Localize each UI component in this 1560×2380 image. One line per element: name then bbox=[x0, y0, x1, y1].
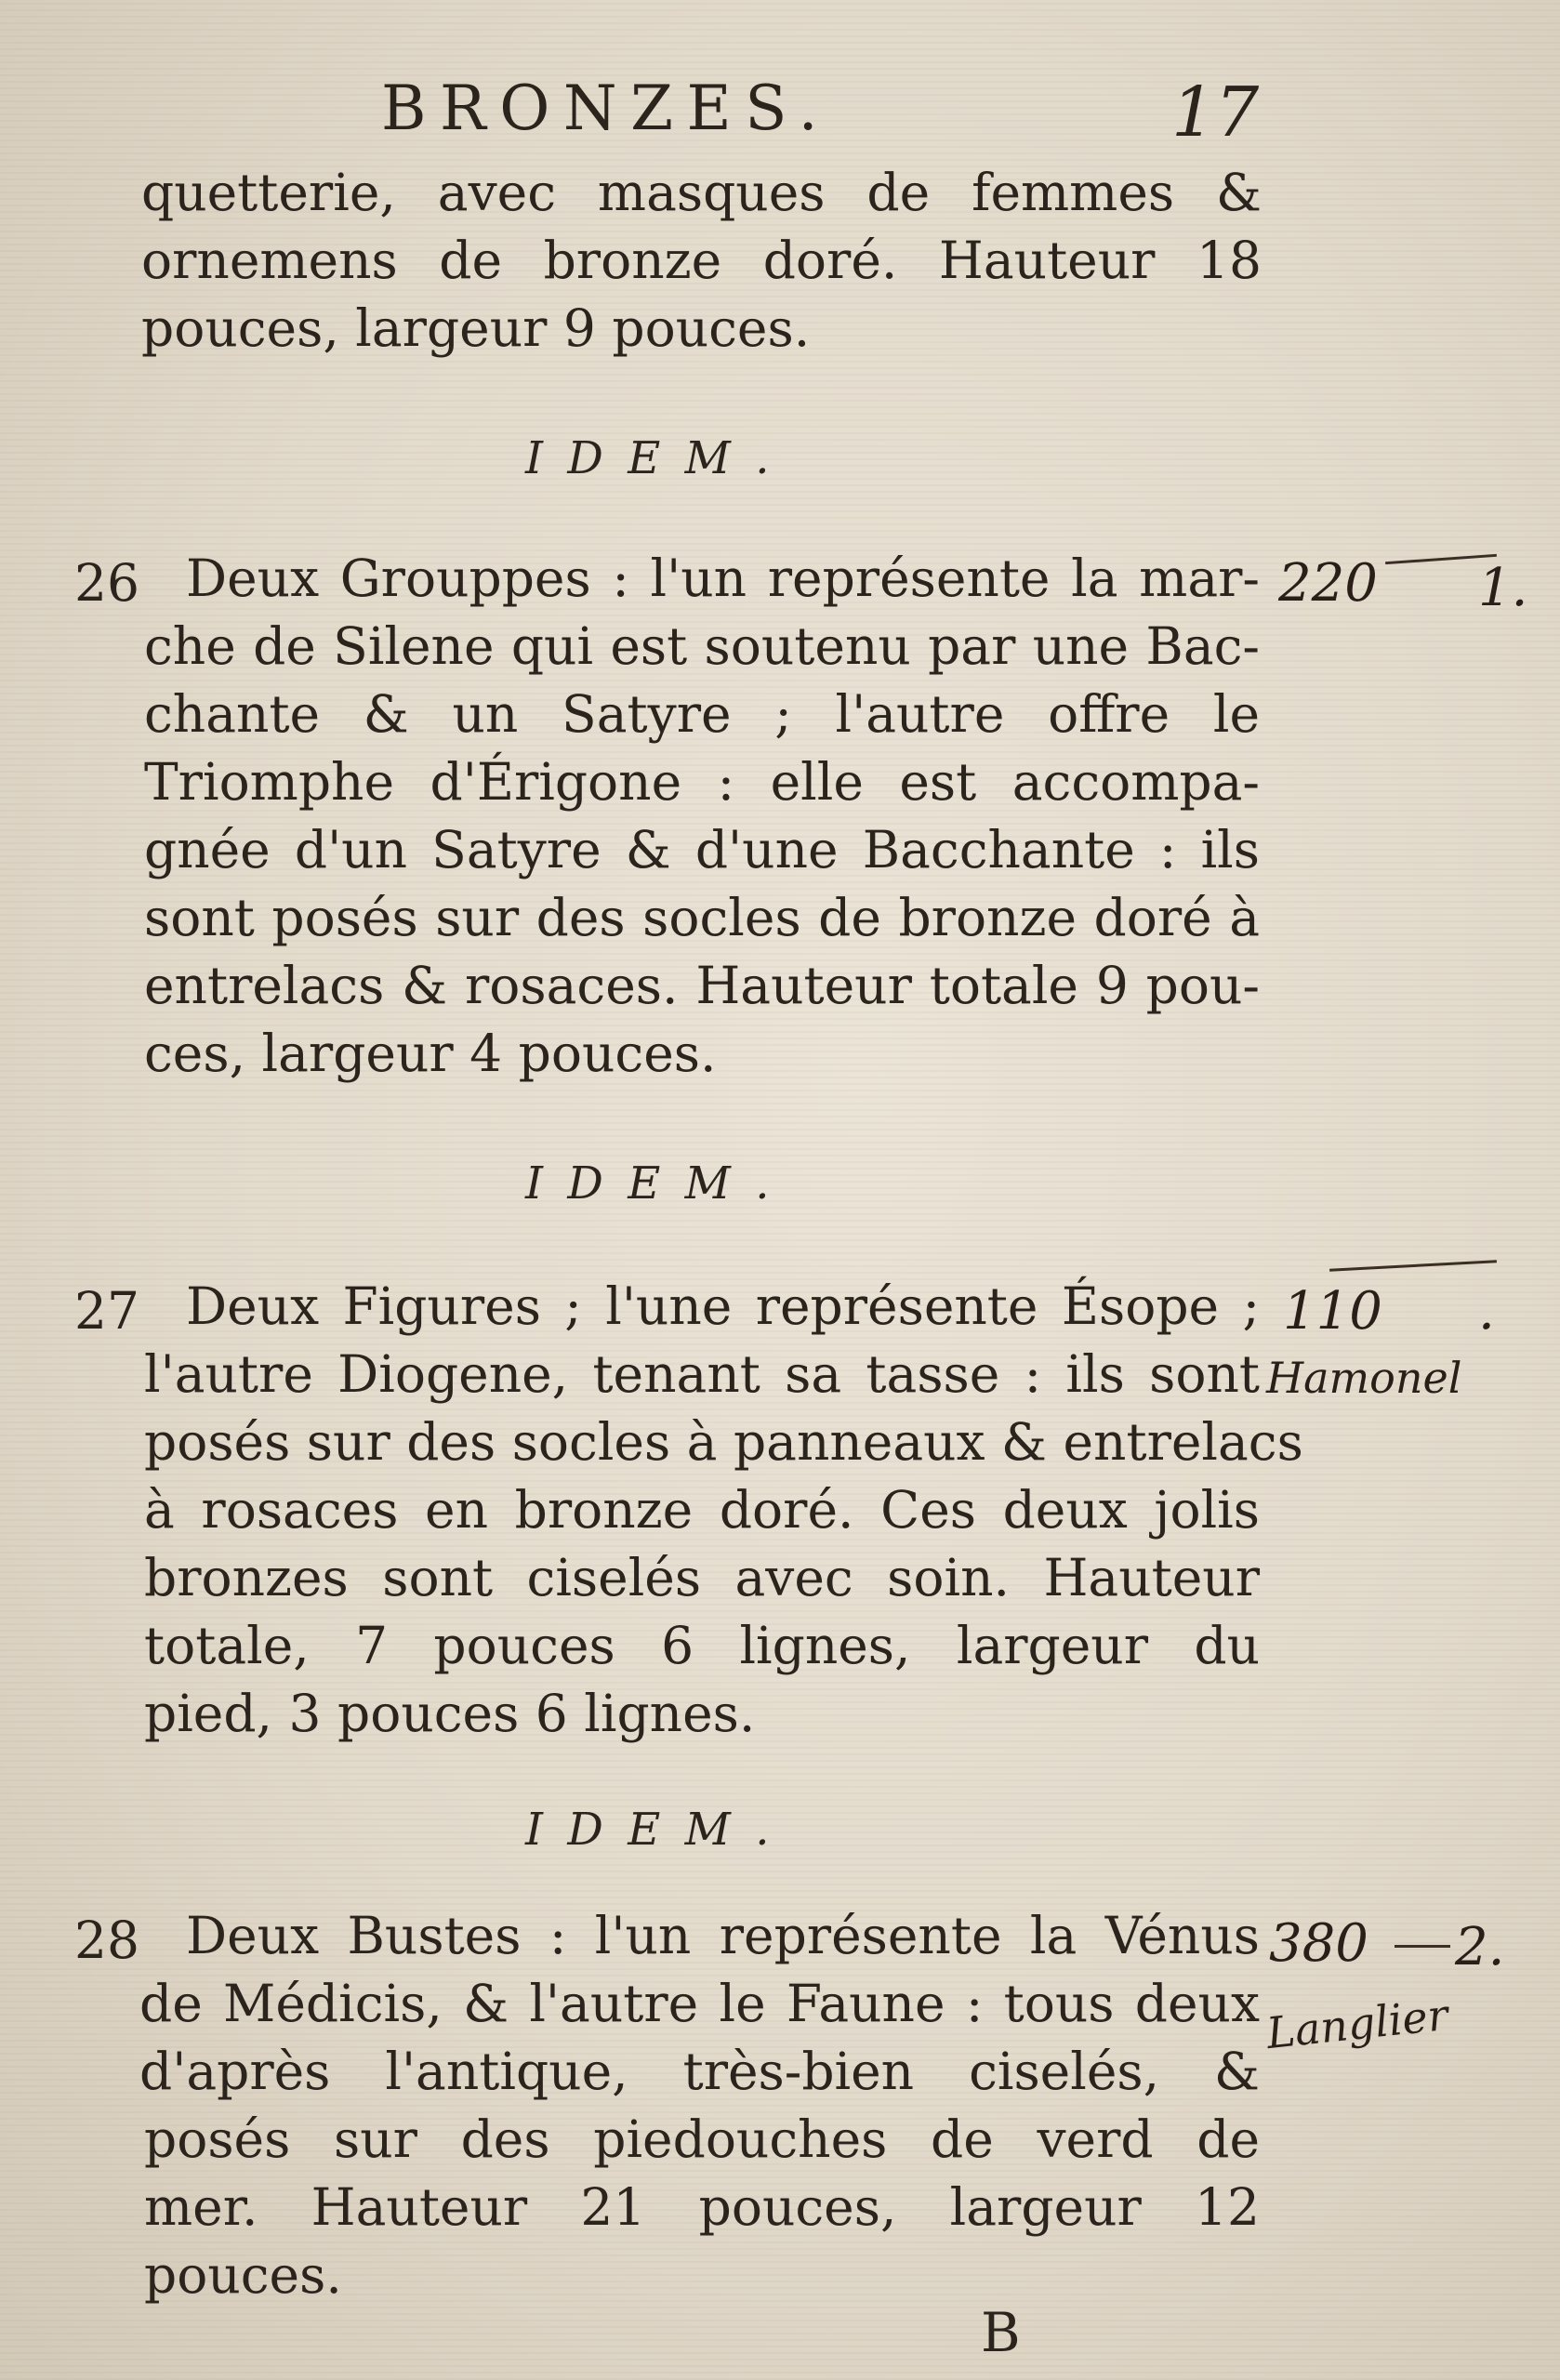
lot-text-line: Deux Figures ; l'une représente Ésope ; bbox=[186, 1276, 1260, 1336]
lot-text-line: de Médicis, & l'autre le Faune : tous deux bbox=[139, 1974, 1260, 2033]
lot-text-line: totale, 7 pouces 6 lignes, largeur du bbox=[144, 1616, 1260, 1675]
lot-number: 27 bbox=[74, 1281, 139, 1341]
continuation-line: ornemens de bronze doré. Hauteur 18 bbox=[141, 231, 1262, 290]
handwritten-price: 220 bbox=[1278, 553, 1378, 614]
lot-text-line: mer. Hauteur 21 pouces, largeur 12 bbox=[144, 2177, 1260, 2237]
section-heading-idem: IDEM. bbox=[525, 1157, 794, 1210]
lot-text-line: à rosaces en bronze doré. Ces deux jolis bbox=[144, 1480, 1260, 1540]
lot-text-line: ces, largeur 4 pouces. bbox=[144, 1024, 717, 1083]
lot-number: 26 bbox=[74, 553, 139, 613]
lot-text-line: l'autre Diogene, tenant sa tasse : ils sont bbox=[144, 1344, 1260, 1404]
lot-text-line: pied, 3 pouces 6 lignes. bbox=[144, 1684, 756, 1743]
signature-mark: B bbox=[981, 2301, 1021, 2364]
handwritten-buyer-name: Langlier bbox=[1263, 1989, 1450, 2059]
handwritten-buyer-name: Hamonel bbox=[1266, 1353, 1462, 1403]
running-header: BRONZES. bbox=[381, 73, 832, 144]
handwritten-lot-note: 1. bbox=[1478, 558, 1528, 618]
continuation-line: quetterie, avec masques de femmes & bbox=[141, 163, 1262, 222]
lot-number: 28 bbox=[74, 1911, 139, 1970]
lot-text-line: posés sur des socles à panneaux & entrelacs bbox=[144, 1412, 1303, 1472]
lot-text-line: gnée d'un Satyre & d'une Bacchante : ils bbox=[144, 820, 1260, 879]
lot-text-line: Deux Bustes : l'un représente la Vénus bbox=[186, 1906, 1260, 1965]
section-heading-idem: IDEM. bbox=[525, 432, 794, 484]
handwritten-price: 380 bbox=[1269, 1913, 1368, 1974]
lot-text-line: che de Silene qui est soutenu par une Bac- bbox=[144, 616, 1260, 676]
lot-text-line: Deux Grouppes : l'un représente la mar- bbox=[186, 549, 1260, 608]
page-number: 17 bbox=[1171, 73, 1260, 152]
handwritten-lot-note: . bbox=[1478, 1281, 1495, 1342]
continuation-line: pouces, largeur 9 pouces. bbox=[141, 298, 811, 358]
lot-text-line: chante & un Satyre ; l'autre offre le bbox=[144, 684, 1260, 744]
handwritten-stroke bbox=[1329, 1260, 1497, 1271]
lot-text-line: sont posés sur des socles de bronze doré à bbox=[144, 888, 1260, 947]
lot-text-line: pouces. bbox=[144, 2245, 342, 2305]
handwritten-lot-note: 2. bbox=[1455, 1917, 1505, 1977]
handwritten-price: 110 bbox=[1283, 1281, 1382, 1342]
lot-text-line: posés sur des piedouches de verd de bbox=[144, 2109, 1260, 2169]
handwritten-stroke bbox=[1395, 1945, 1450, 1948]
lot-text-line: bronzes sont ciselés avec soin. Hauteur bbox=[144, 1548, 1260, 1607]
section-heading-idem: IDEM. bbox=[525, 1804, 794, 1856]
lot-text-line: entrelacs & rosaces. Hauteur totale 9 pou- bbox=[144, 956, 1260, 1015]
lot-text-line: d'après l'antique, très-bien ciselés, & bbox=[139, 2042, 1260, 2101]
lot-text-line: Triomphe d'Érigone : elle est accompa- bbox=[144, 752, 1260, 812]
